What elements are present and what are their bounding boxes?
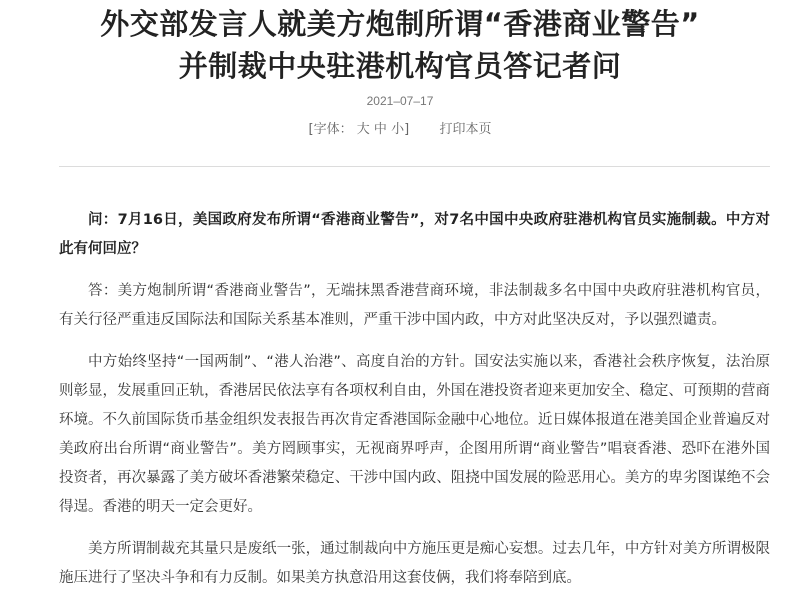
answer-paragraph-1: 答：美方炮制所谓“香港商业警告”，无端抹黑香港营商环境，非法制裁多名中国中央政府驻港机构官员，有关行径严重违反国际法和国际关系基本准则，严重干涉中国内政，中方对此坚决反对，予以强烈谴责。: [59, 283, 770, 328]
question-paragraph: 问：7月16日，美国政府发布所谓“香港商业警告”，对7名中国中央政府驻港机构官员实施制裁。中方对此有何回应？: [59, 212, 770, 257]
font-size-small-link[interactable]: 小: [391, 122, 405, 137]
answer-paragraph-2: 中方始终坚持“一国两制”、“港人治港”、高度自治的方针。国安法实施以来，香港社会秩序恢复，法治原则彰显，发展重回正轨，香港居民依法享有各项权利自由，外国在港投资者迎来更加安全、稳定、可预期的营商环境。不久前国际货币基金组织发表报告再次肯定香港国际金融中心地位。近日媒体报道在港美国企业普遍反对美政府出台所谓“商业警告”。美方罔顾事实，无视商界呼声，企图用所谓“商业警告”唱衰香港、恐吓在港外国投资者，再次暴露了美方破坏香港繁荣稳定、干涉中国内政、阻挠中国发展的险恶用心。美方的卑劣图谋绝不会得逞。香港的明天一定会更好。: [59, 354, 770, 515]
header-divider: [59, 166, 770, 167]
font-size-medium-link[interactable]: 中: [373, 122, 387, 137]
article-toolbar: [0, 118, 800, 137]
article-title-line-2: 并制裁中央驻港机构官员答记者问: [178, 49, 622, 83]
article-header: [0, 3, 800, 87]
print-page-link[interactable]: 打印本页: [439, 122, 492, 137]
font-size-large-link[interactable]: 大: [356, 122, 370, 137]
bracket-open: [: [308, 122, 314, 137]
article-title-line-1: 外交部发言人就美方炮制所谓“香港商业警告”: [100, 7, 700, 41]
font-size-control: [309, 122, 414, 137]
font-size-label: 字体：: [313, 122, 353, 137]
answer-paragraph-3: 美方所谓制裁充其量只是废纸一张，通过制裁向中方施压更是痴心妄想。过去几年，中方针对美方所谓极限施压进行了坚决斗争和有力反制。如果美方执意沿用这套伎俩，我们将奉陪到底。: [59, 541, 770, 586]
publish-date: 2021–07–17: [366, 94, 434, 108]
bracket-close: ]: [404, 122, 410, 137]
